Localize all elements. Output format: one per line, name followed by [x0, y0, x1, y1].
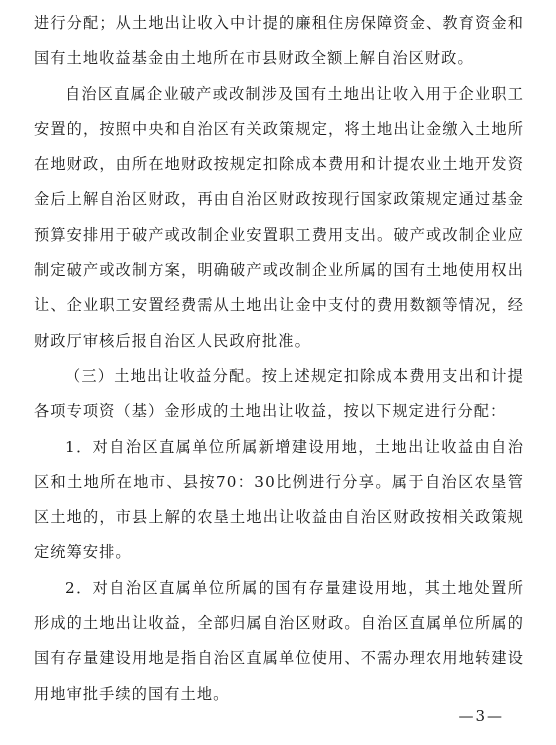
paragraph-2: 自治区直属企业破产或改制涉及国有土地出让收入用于企业职工安置的，按照中央和自治区有关政策规定，将土地出让金缴入土地所在地财政，由所在地财政按规定扣除成本费用和计提农业土地开发资金后上解自治区财政，再由自治区财政按现行国家政策规定通过基金预算安排用于破产或改制企业安置职工费用支出。破产或改制企业应制定破产或改制方案，明确破产或改制企业所属的国有土地使用权出让、企业职工安置经费需从土地出让金中支付的费用数额等情况，经财政厅审核后报自治区人民政府批准。 [34, 84, 524, 350]
paragraph-5: 2．对自治区直属单位所属的国有存量建设用地，其土地处置所形成的土地出让收益，全部归属自治区财政。自治区直属单位所属的国有存量建设用地是指自治区直属单位使用、不需办理农用地转建设用地审批手续的国有土地。 [34, 578, 524, 703]
paragraph-4: 1．对自治区直属单位所属新增建设用地，土地出让收益由自治区和土地所在地市、县按70：30比例进行分享。属于自治区农垦管区土地的，市县上解的农垦土地出让收益由自治区财政按相关政策规定统筹安排。 [34, 437, 524, 562]
paragraph-3: （三）土地出让收益分配。按上述规定扣除成本费用支出和计提各项专项资（基）金形成的土地出让收益，按以下规定进行分配： [34, 366, 524, 421]
document-body [34, 6, 524, 712]
page-number: —3— [458, 707, 504, 725]
paragraph-1: 进行分配；从土地出让收入中计提的廉租住房保障资金、教育资金和国有土地收益基金由土地所在市县财政全额上解自治区财政。 [34, 14, 524, 68]
